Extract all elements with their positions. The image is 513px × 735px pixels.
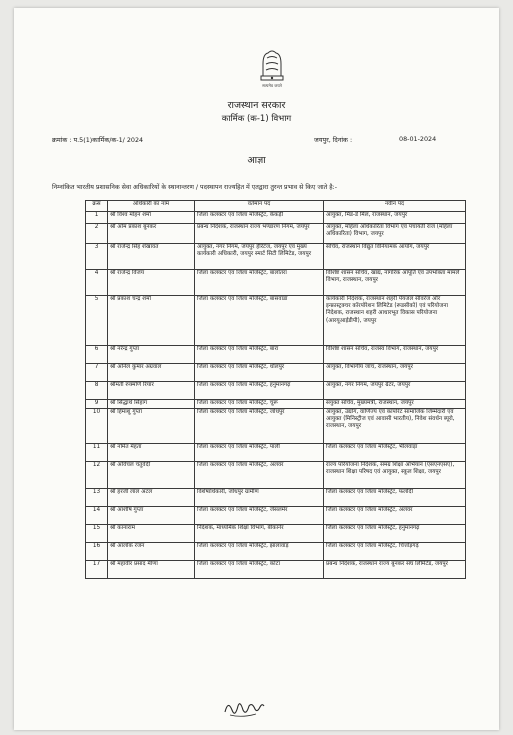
table-row bbox=[86, 400, 466, 409]
cell-serial: 10 bbox=[86, 409, 108, 444]
cell-current-post: जिला कलक्टर एवं जिला मजिस्ट्रेट, जोधपुर bbox=[195, 409, 324, 444]
cell-new-post: राज्य परियोजना निदेशक, समग्र शिक्षा अभियान (एसएनएसए), राजस्थान शिक्षा परिषद एवं आयुक्त, स्कूल शिक्षा, जयपुर bbox=[324, 462, 466, 489]
cell-officer-name: श्री नमित मेहता bbox=[108, 444, 195, 462]
table-row bbox=[86, 364, 466, 382]
cell-serial: 6 bbox=[86, 346, 108, 364]
table-row bbox=[86, 561, 466, 579]
cell-officer-name: श्रीमती रुक्मणि रियार bbox=[108, 382, 195, 400]
cell-serial: 8 bbox=[86, 382, 108, 400]
cell-new-post: आयुक्त, महिला अधिकारिता विभाग एवं पंचायती राज (महिला अधिकारिता) विभाग, जयपुर bbox=[324, 224, 466, 244]
table-row bbox=[86, 244, 466, 270]
table-row bbox=[86, 507, 466, 525]
cell-officer-name: श्री आलोक रंजन bbox=[108, 543, 195, 561]
cell-current-post: प्रबन्ध निदेशक, राजस्थान राज्य भण्डारण निगम, जयपुर bbox=[195, 224, 324, 244]
state-emblem-icon bbox=[257, 46, 287, 90]
department-name: कार्मिक (क-1) विभाग bbox=[221, 114, 292, 124]
cell-serial: 4 bbox=[86, 270, 108, 296]
reference-number: क्रमांक : प.5(1)कार्मिक/क-1/ 2024 bbox=[52, 136, 144, 144]
cell-new-post: जिला कलक्टर एवं जिला मजिस्ट्रेट, भीलवाड़ा bbox=[324, 444, 466, 462]
cell-serial: 2 bbox=[86, 224, 108, 244]
cell-officer-name: श्री नरेन्द्र गुप्ता bbox=[108, 346, 195, 364]
table-row bbox=[86, 296, 466, 346]
cell-current-post: निदेशक, माध्यमिक शिक्षा विभाग, बीकानेर bbox=[195, 525, 324, 543]
order-title: आज्ञा bbox=[247, 155, 266, 166]
transfer-table bbox=[85, 200, 466, 579]
cell-officer-name: श्री राजेन्द्र सिंह शेखावत bbox=[108, 244, 195, 270]
header-current-post: वर्तमान पद bbox=[195, 201, 324, 212]
signature bbox=[222, 694, 266, 720]
cell-serial: 9 bbox=[86, 400, 108, 409]
cell-officer-name: श्री हिमांशु गुप्ता bbox=[108, 409, 195, 444]
cell-current-post: जिला कलक्टर एवं जिला मजिस्ट्रेट, झालावाड़ bbox=[195, 543, 324, 561]
cell-new-post: जिला कलक्टर एवं जिला मजिस्ट्रेट, हनुमानगढ़ bbox=[324, 525, 466, 543]
intro-text: निम्नांकित भारतीय प्रशासनिक सेवा अधिकारियों के स्थानान्तरण / पदस्थापन राज्यहित में एतद्वारा तुरन्त प्रभाव से किए जाते है:- bbox=[52, 184, 338, 191]
emblem-motto: सत्यमेव जयते bbox=[262, 83, 282, 88]
cell-serial: 5 bbox=[86, 296, 108, 346]
cell-officer-name: श्री विश्व मोहन शर्मा bbox=[108, 212, 195, 224]
cell-current-post: जिला कलक्टर एवं जिला मजिस्ट्रेट, बांसवाडा bbox=[195, 296, 324, 346]
cell-serial: 12 bbox=[86, 462, 108, 489]
cell-new-post: आयुक्त, विभागीय जाँच, राजस्थान, जयपुर bbox=[324, 364, 466, 382]
cell-current-post: जिला कलक्टर एवं जिला मजिस्ट्रेट, हनुमानगढ़ bbox=[195, 382, 324, 400]
cell-current-post: जिला कलक्टर एवं जिला मजिस्ट्रेट, बारां bbox=[195, 346, 324, 364]
cell-current-post: विशेषाधिकारी, जोधपुर ग्रामीण bbox=[195, 489, 324, 507]
table-row bbox=[86, 212, 466, 224]
cell-current-post: जिला कलक्टर एवं जिला मजिस्ट्रेट, चूरू bbox=[195, 400, 324, 409]
table-row bbox=[86, 462, 466, 489]
cell-serial: 16 bbox=[86, 543, 108, 561]
cell-officer-name: श्री अविचल चतुर्वेदी bbox=[108, 462, 195, 489]
government-name: राजस्थान सरकार bbox=[227, 100, 286, 111]
cell-new-post: विशिष्ट शासन सचिव, खाद्य, नागरिक आपूर्ति एवं उपभोक्ता मामले विभाग, राजस्थान, जयपुर bbox=[324, 270, 466, 296]
cell-new-post: आयुक्त, उद्योग, वाणिज्य एवं कॉर्पोरेट सामाजिक जिम्मेदारी एवं आयुक्त (मिनिस्ट्रीज एवं आवासी भारतीय), निवेश संवर्धन ब्यूरो, राजस्थान, जयपुर bbox=[324, 409, 466, 444]
cell-serial: 3 bbox=[86, 244, 108, 270]
cell-current-post: जिला कलक्टर एवं जिला मजिस्ट्रेट, केकड़ी bbox=[195, 212, 324, 224]
cell-current-post: जिला कलक्टर एवं जिला मजिस्ट्रेट, पाली bbox=[195, 444, 324, 462]
cell-current-post: जिला कलक्टर एवं जिला मजिस्ट्रेट, अलवर bbox=[195, 462, 324, 489]
table-row bbox=[86, 382, 466, 400]
cell-officer-name: श्री आशीष गुप्ता bbox=[108, 507, 195, 525]
cell-current-post: जिला कलक्टर एवं जिला मजिस्ट्रेट, कोटा bbox=[195, 561, 324, 579]
cell-officer-name: श्री राजेन्द्र विजय bbox=[108, 270, 195, 296]
cell-officer-name: श्री ओम प्रकाश बुनकर bbox=[108, 224, 195, 244]
table-row bbox=[86, 525, 466, 543]
cell-officer-name: श्री प्रकाश चन्द्र शर्मा bbox=[108, 296, 195, 346]
cell-new-post: आयुक्त, मिड-डे मिल, राजस्थान, जयपुर bbox=[324, 212, 466, 224]
cell-officer-name: श्री महावीर प्रसाद मीणा bbox=[108, 561, 195, 579]
table-row bbox=[86, 346, 466, 364]
cell-serial: 1 bbox=[86, 212, 108, 224]
cell-current-post: आयुक्त, नगर निगम, जयपुर हैरिटेज, जयपुर एवं मुख्य कार्यकारी अधिकारी, जयपुर स्मार्ट सिटी लिमिटेड, जयपुर bbox=[195, 244, 324, 270]
cell-new-post: जिला कलक्टर एवं जिला मजिस्ट्रेट, फलौदी bbox=[324, 489, 466, 507]
table-header-row bbox=[86, 201, 466, 212]
cell-serial: 15 bbox=[86, 525, 108, 543]
table-row bbox=[86, 543, 466, 561]
cell-officer-name: श्री हरजी लाल अटल bbox=[108, 489, 195, 507]
cell-officer-name: श्री अनिल कुमार अग्रवाल bbox=[108, 364, 195, 382]
cell-serial: 7 bbox=[86, 364, 108, 382]
cell-serial: 13 bbox=[86, 489, 108, 507]
table-row bbox=[86, 224, 466, 244]
cell-new-post: आयुक्त, नगर निगम, जयपुर ग्रेटर, जयपुर bbox=[324, 382, 466, 400]
table-row bbox=[86, 409, 466, 444]
cell-new-post: कार्यकारी निदेशक, राजस्थान शहरी पेयजल सीवरेज और इन्फ्रास्ट्रक्चर कॉरपोरेशन लिमिटेड (रूडसीको) एवं परियोजना निदेशक, राजस्थान शहरी आधारभूत विकास परियोजना (आरयूआईडीपी), जयपुर bbox=[324, 296, 466, 346]
cell-new-post: संयुक्त सचिव, मुख्यमंत्री, राजस्थान, जयपुर bbox=[324, 400, 466, 409]
cell-serial: 14 bbox=[86, 507, 108, 525]
place-label: जयपुर, दिनांक : bbox=[314, 136, 353, 144]
cell-serial: 11 bbox=[86, 444, 108, 462]
cell-new-post: सचिव, राजस्थान विद्युत विनियामक आयोग, जयपुर bbox=[324, 244, 466, 270]
cell-new-post: जिला कलक्टर एवं जिला मजिस्ट्रेट, चित्तौड़गढ़ bbox=[324, 543, 466, 561]
order-date: 08-01-2024 bbox=[399, 135, 437, 143]
header-serial: क्रसं bbox=[86, 201, 108, 212]
cell-officer-name: श्री सिद्धार्थ सिहाग bbox=[108, 400, 195, 409]
cell-new-post: विशिष्ट शासन सचिव, राजस्व विभाग, राजस्थान, जयपुर bbox=[324, 346, 466, 364]
cell-new-post: जिला कलक्टर एवं जिला मजिस्ट्रेट, अलवर bbox=[324, 507, 466, 525]
table-row bbox=[86, 444, 466, 462]
cell-current-post: जिला कलक्टर एवं जिला मजिस्ट्रेट, धौलपुर bbox=[195, 364, 324, 382]
table-row bbox=[86, 270, 466, 296]
cell-new-post: प्रबन्ध निदेशक, राजस्थान राज्य बुनकर संघ लिमिटेड, जयपुर bbox=[324, 561, 466, 579]
header-officer-name: अधिकारी का नाम bbox=[108, 201, 195, 212]
table-row bbox=[86, 489, 466, 507]
cell-serial: 17 bbox=[86, 561, 108, 579]
header-new-post: नवीन पद bbox=[324, 201, 466, 212]
cell-current-post: जिला कलक्टर एवं जिला मजिस्ट्रेट, बालोतरा bbox=[195, 270, 324, 296]
cell-officer-name: श्री कानाराम bbox=[108, 525, 195, 543]
cell-current-post: जिला कलक्टर एवं जिला मजिस्ट्रेट, जैसलमेर bbox=[195, 507, 324, 525]
